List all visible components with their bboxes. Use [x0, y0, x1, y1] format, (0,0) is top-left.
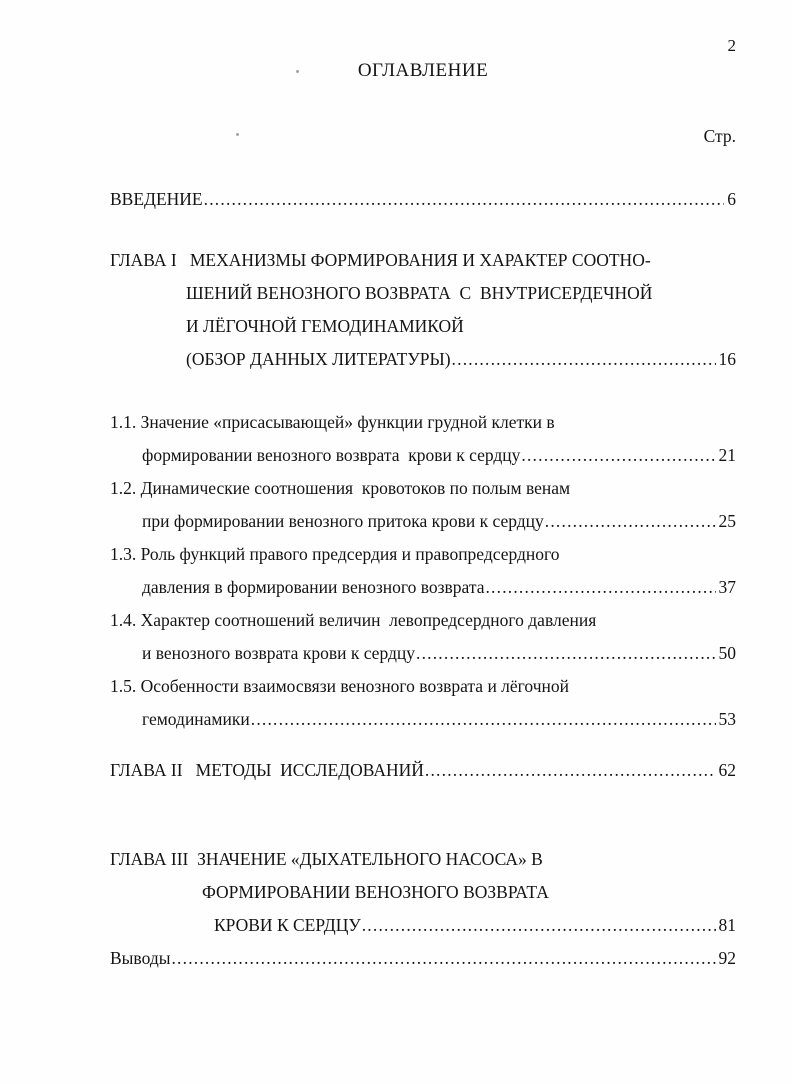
toc-page-number: 53 — [718, 709, 736, 729]
toc-line — [110, 703, 736, 736]
toc-line-text: ГЛАВА III ЗНАЧЕНИЕ «ДЫХАТЕЛЬНОГО НАСОСА» В — [110, 849, 543, 869]
toc-line-text: давления в формировании венозного возврата — [142, 577, 485, 597]
toc-line-text: И ЛЁГОЧНОЙ ГЕМОДИНАМИКОЙ — [186, 316, 464, 336]
toc-line-text: 1.3. Роль функций правого предсердия и правопредсердного — [110, 544, 560, 564]
toc-line — [110, 472, 736, 505]
toc-line — [110, 909, 736, 942]
toc-line-text: ГЛАВА I МЕХАНИЗМЫ ФОРМИРОВАНИЯ И ХАРАКТЕР СООТНО- — [110, 250, 651, 270]
toc-line-text: 1.5. Особенности взаимосвязи венозного возврата и лёгочной — [110, 676, 569, 696]
toc-page-number: 81 — [718, 915, 736, 935]
scan-speck — [296, 70, 299, 73]
dot-leader — [204, 183, 725, 216]
toc-line — [110, 277, 736, 310]
toc-line — [110, 439, 736, 472]
toc-page-number: 62 — [718, 760, 736, 780]
dot-leader — [362, 909, 716, 942]
toc-line — [110, 604, 736, 637]
toc-page-number: 16 — [718, 349, 736, 369]
dot-leader — [416, 637, 716, 670]
toc-page-number: 50 — [718, 643, 736, 663]
toc-line-text: ГЛАВА II МЕТОДЫ ИССЛЕДОВАНИЙ — [110, 760, 424, 780]
toc-line-text: КРОВИ К СЕРДЦУ — [214, 915, 361, 935]
toc-line — [110, 843, 736, 876]
toc-line — [110, 406, 736, 439]
toc-line-text: при формировании венозного притока крови к сердцу — [142, 511, 544, 531]
dot-leader — [425, 754, 716, 787]
toc-line-text: ФОРМИРОВАНИИ ВЕНОЗНОГО ВОЗВРАТА — [202, 882, 549, 902]
dot-leader — [171, 942, 715, 975]
toc-line-text: и венозного возврата крови к сердцу — [142, 643, 415, 663]
toc-line-text: формировании венозного возврата крови к сердцу — [142, 445, 521, 465]
toc-line — [110, 942, 736, 975]
toc-page-number: 37 — [718, 577, 736, 597]
toc-line-text: 1.4. Характер соотношений величин левопредсердного давления — [110, 610, 597, 630]
toc-line — [110, 244, 736, 277]
toc-line — [110, 670, 736, 703]
toc-line-text: 1.1. Значение «присасывающей» функции грудной клетки в — [110, 412, 555, 432]
toc-page-number: 92 — [718, 948, 736, 968]
table-of-contents — [110, 183, 736, 975]
toc-line — [110, 754, 736, 787]
dot-leader — [521, 439, 715, 472]
toc-line-text: ШЕНИЙ ВЕНОЗНОГО ВОЗВРАТА С ВНУТРИСЕРДЕЧНОЙ — [186, 283, 653, 303]
toc-line-text: (ОБЗОР ДАННЫХ ЛИТЕРАТУРЫ) — [186, 349, 451, 369]
toc-line-text: Выводы — [110, 948, 171, 968]
toc-line-text: гемодинамики — [142, 709, 250, 729]
toc-line — [110, 343, 736, 376]
toc-page-number: 6 — [727, 189, 736, 209]
toc-page-number: 25 — [718, 511, 736, 531]
scan-speck — [236, 133, 239, 136]
toc-line — [110, 505, 736, 538]
dot-leader — [485, 571, 715, 604]
toc-page-number: 21 — [718, 445, 736, 465]
toc-line — [110, 183, 736, 216]
page-number: 2 — [727, 36, 736, 55]
page-column-header: Стр. — [703, 126, 736, 146]
document-title: ОГЛАВЛЕНИЕ — [357, 60, 489, 81]
toc-line — [110, 876, 736, 909]
toc-line — [110, 637, 736, 670]
dot-leader — [251, 703, 716, 736]
toc-line-text: 1.2. Динамические соотношения кровотоков по полым венам — [110, 478, 571, 498]
toc-line — [110, 571, 736, 604]
toc-line — [110, 310, 736, 343]
dot-leader — [545, 505, 716, 538]
dot-leader — [452, 343, 716, 376]
toc-line-text: ВВЕДЕНИЕ — [110, 189, 203, 209]
toc-line — [110, 538, 736, 571]
